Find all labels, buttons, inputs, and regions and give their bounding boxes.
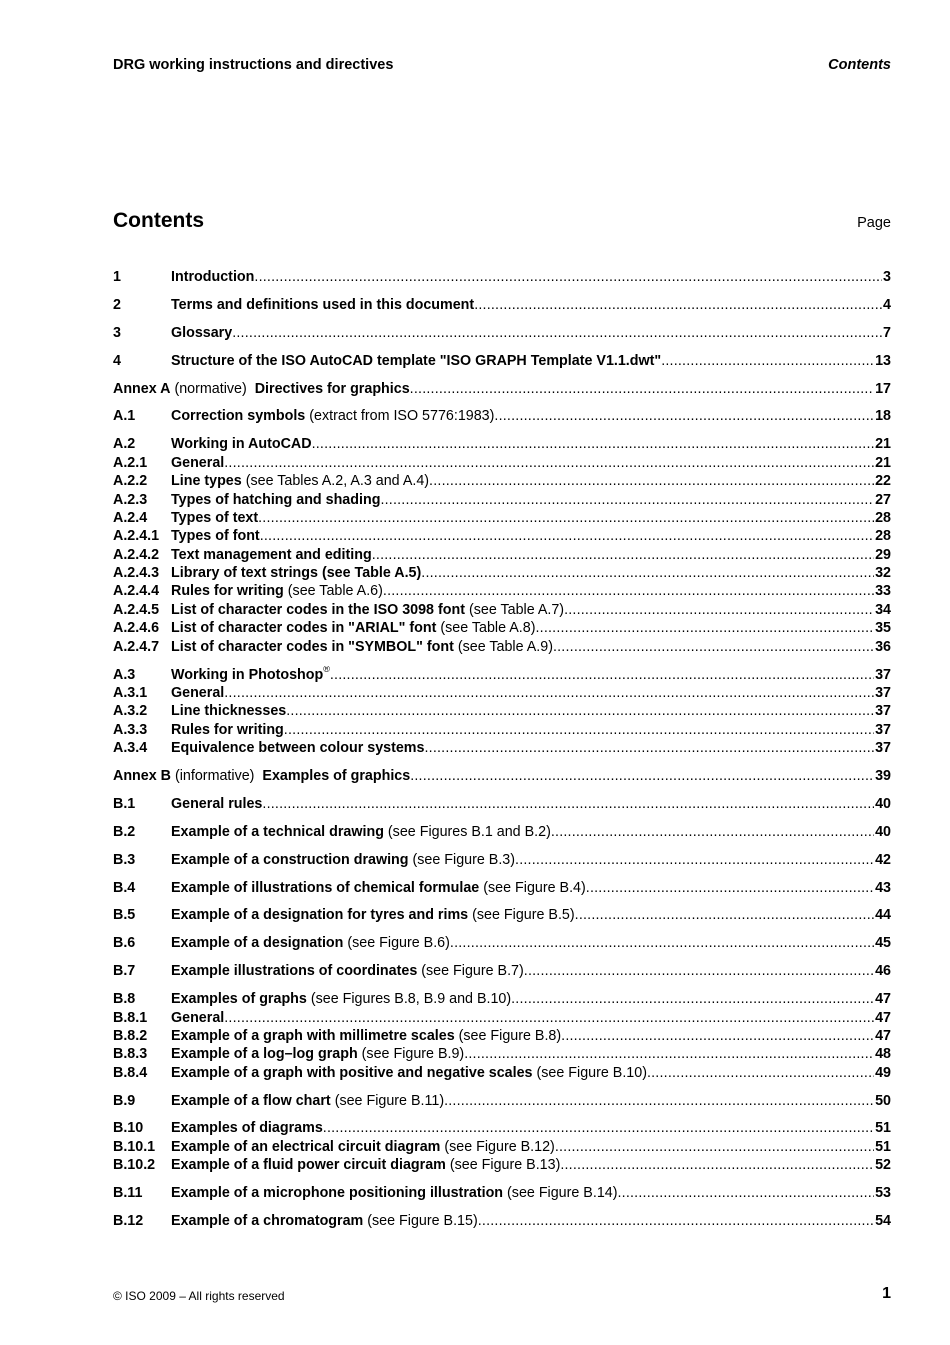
toc-entry[interactable] (113, 352, 891, 370)
toc-entry-number: Annex B (113, 767, 171, 784)
toc-entry-reference: (see Figures B.8, B.9 and B.10) (310, 991, 512, 1008)
toc-entry-number: A.2.4.1 (113, 528, 160, 545)
toc-entry[interactable] (113, 684, 891, 702)
dot-leader (410, 767, 874, 785)
toc-entry-page: 51 (875, 1120, 891, 1137)
toc-entry-title (171, 407, 494, 425)
toc-entry[interactable] (113, 601, 891, 619)
toc-entry[interactable] (113, 407, 891, 425)
toc-entry-title (171, 934, 450, 952)
toc-entry-page: 40 (875, 795, 891, 812)
toc-entry-reference: (see Figures B.1 and B.2) (387, 823, 551, 840)
toc-entry[interactable] (113, 1027, 891, 1045)
toc-entry-page: 18 (875, 408, 891, 425)
toc-entry[interactable] (113, 564, 891, 582)
toc-entry-number: B.8.4 (113, 1064, 148, 1081)
toc-entry[interactable] (113, 1212, 891, 1230)
toc-entry[interactable] (113, 491, 891, 509)
toc-entry-title-text: Examples of graphics (262, 767, 411, 784)
toc-entry-title-text: Rules for writing (171, 721, 284, 738)
toc-entry-number: A.2 (113, 436, 136, 453)
toc-entry-title (171, 638, 553, 656)
toc-entry-reference: (see Figure B.7) (421, 963, 524, 980)
running-header-section: Contents (828, 57, 891, 73)
dot-leader (464, 1045, 874, 1063)
toc-entry-title (171, 721, 284, 739)
toc-entry-page: 49 (875, 1064, 891, 1081)
toc-entry-page: 42 (875, 851, 891, 868)
toc-entry-page: 53 (875, 1185, 891, 1202)
toc-entry-reference: (see Figure B.14) (507, 1185, 618, 1202)
dot-leader (312, 435, 875, 453)
toc-entry-title-text: Example of a chromatogram (171, 1213, 364, 1230)
toc-entry-title (171, 684, 224, 702)
dot-leader (262, 795, 874, 813)
toc-entry-reference: (see Table A.7) (468, 601, 565, 618)
toc-entry[interactable] (113, 767, 891, 785)
toc-entry[interactable] (113, 527, 891, 545)
toc-entry[interactable] (113, 906, 891, 924)
dot-leader (450, 934, 874, 952)
toc-entry-title-text: Working in Photoshop (171, 666, 324, 683)
toc-entry-reference: (see Figure B.4) (483, 879, 586, 896)
toc-entry-reference: (extract from ISO 5776:1983) (309, 408, 495, 425)
toc-entry-page: 36 (875, 638, 891, 655)
toc-entry-number: B.8 (113, 991, 136, 1008)
toc-entry-number: A.2.4.7 (113, 638, 160, 655)
toc-entry-page: 39 (875, 767, 891, 784)
toc-entry-page: 44 (875, 907, 891, 924)
dot-leader (560, 1156, 874, 1174)
toc-entry-title (171, 582, 383, 600)
toc-entry-title (171, 268, 254, 286)
toc-entry-page: 52 (875, 1157, 891, 1174)
toc-annex-note: (informative) (175, 767, 255, 784)
toc-entry-number: B.2 (113, 823, 136, 840)
toc-entry-reference: (see Figure B.9) (361, 1046, 465, 1063)
toc-entry-title-text: Example of a fluid power circuit diagram (171, 1157, 446, 1174)
toc-entry-page: 21 (875, 454, 891, 471)
dot-leader (511, 990, 874, 1008)
toc-entry-page: 17 (875, 380, 891, 397)
toc-entry[interactable] (113, 638, 891, 656)
toc-entry-number: A.2.4.5 (113, 601, 160, 618)
toc-entry-title-text: Correction symbols (171, 408, 306, 425)
toc-entry-page: 28 (875, 509, 891, 526)
toc-entry-page: 3 (883, 269, 891, 285)
toc-entry-title (171, 1212, 478, 1230)
toc-entry-title-text: List of character codes in "SYMBOL" font (171, 638, 454, 655)
toc-entry-number: A.1 (113, 408, 136, 425)
toc-entry-title-text: Terms and definitions used in this document (171, 296, 475, 313)
toc-entry-reference: (see Figure B.12) (444, 1138, 555, 1155)
toc-entry-title (171, 1009, 224, 1027)
toc-entry-title-text: Directives for graphics (254, 380, 410, 397)
toc-entry-reference: (see Table A.9) (457, 638, 553, 655)
dot-leader (429, 472, 874, 490)
toc-entry-number: A.2.1 (113, 454, 148, 471)
dot-leader (474, 296, 882, 314)
toc-entry-title-text: Examples of graphs (171, 991, 307, 1008)
toc-entry[interactable] (113, 546, 891, 564)
toc-entry-title-text: Example illustrations of coordinates (171, 963, 418, 980)
toc-entry[interactable] (113, 380, 891, 398)
toc-entry-page: 4 (883, 296, 891, 313)
toc-entry-page: 37 (875, 684, 891, 701)
toc-entry-page: 48 (875, 1046, 891, 1063)
toc-entry-reference: (see Figure B.11) (334, 1092, 445, 1109)
toc-entry-title (170, 380, 409, 398)
toc-entry-title (171, 1045, 464, 1063)
toc-entry-page: 7 (883, 324, 891, 341)
toc-entry[interactable] (113, 1092, 891, 1110)
table-of-contents (113, 268, 891, 1230)
toc-entry-number: A.3 (113, 666, 136, 683)
toc-entry[interactable] (113, 1064, 891, 1082)
toc-entry-number: 3 (113, 324, 121, 341)
toc-entry-title-text: List of character codes in "ARIAL" font (171, 620, 437, 637)
toc-entry-number: B.3 (113, 851, 136, 868)
toc-entry-title (171, 601, 564, 619)
toc-entry-title-text: Example of a graph with millimetre scales (171, 1027, 455, 1044)
toc-entry-number: B.12 (113, 1213, 144, 1230)
dot-leader (284, 721, 874, 739)
dot-leader (647, 1064, 874, 1082)
dot-leader (383, 582, 874, 600)
toc-entry-number: 1 (113, 269, 121, 285)
toc-entry-title (171, 546, 372, 564)
toc-entry-number: B.8.1 (113, 1009, 148, 1026)
toc-entry-title-text: Example of a designation for tyres and rims (171, 907, 469, 924)
toc-entry-number: A.2.4.3 (113, 565, 160, 582)
toc-entry-title-text: Working in AutoCAD (171, 436, 312, 453)
dot-leader (561, 1027, 874, 1045)
toc-entry-number: A.3.3 (113, 721, 148, 738)
dot-leader (254, 268, 882, 286)
toc-entry-number: B.5 (113, 907, 136, 924)
toc-entry-title (171, 1092, 444, 1110)
toc-entry-title-text: Introduction (171, 269, 255, 285)
toc-entry-title-text: List of character codes in the ISO 3098 font (171, 601, 465, 618)
toc-entry[interactable] (113, 739, 891, 757)
toc-entry-title (171, 767, 410, 785)
toc-entry-title-text: General (171, 684, 225, 701)
toc-entry-title (171, 1156, 560, 1174)
toc-entry[interactable] (113, 509, 891, 527)
toc-entry-reference: (see Figure B.13) (449, 1157, 561, 1174)
toc-entry-title (171, 1119, 323, 1137)
toc-entry-title-text: Examples of diagrams (171, 1120, 323, 1137)
toc-entry-title (171, 879, 586, 897)
toc-entry-title (171, 666, 330, 684)
toc-entry-title-text: Example of illustrations of chemical formulae (171, 879, 480, 896)
dot-leader (617, 1184, 874, 1202)
toc-entry-page: 33 (875, 583, 891, 600)
toc-entry-title-text: Line types (171, 473, 242, 490)
toc-entry[interactable] (113, 721, 891, 739)
toc-entry-title (171, 1064, 647, 1082)
toc-entry-number: 2 (113, 296, 121, 313)
toc-entry-number: B.10.1 (113, 1138, 156, 1155)
toc-entry-page: 47 (875, 991, 891, 1008)
dot-leader (444, 1092, 874, 1110)
toc-entry[interactable] (113, 990, 891, 1008)
toc-entry-number: A.2.4 (113, 509, 148, 526)
toc-entry-number: B.7 (113, 963, 136, 980)
toc-entry-number: A.3.2 (113, 703, 148, 720)
toc-entry-page: 50 (875, 1092, 891, 1109)
toc-entry-number: B.10 (113, 1120, 144, 1137)
toc-entry[interactable] (113, 1184, 891, 1202)
toc-entry-page: 34 (875, 601, 891, 618)
dot-leader (224, 454, 874, 472)
dot-leader (478, 1212, 874, 1230)
toc-entry-title-text: Types of text (171, 509, 259, 526)
toc-entry-page: 27 (875, 491, 891, 508)
toc-entry-title (171, 472, 429, 490)
toc-entry[interactable] (113, 582, 891, 600)
toc-entry[interactable] (113, 1045, 891, 1063)
toc-entry-reference: (see Figure B.15) (367, 1213, 478, 1230)
toc-entry-number: A.3.1 (113, 684, 148, 701)
toc-entry[interactable] (113, 454, 891, 472)
toc-entry-title-text: Types of hatching and shading (171, 491, 381, 508)
dot-leader (553, 638, 874, 656)
toc-entry-title-text: Example of a log–log graph (171, 1046, 358, 1063)
toc-entry-page: 43 (875, 879, 891, 896)
toc-entry-title-text: Library of text strings (see Table A.5) (171, 565, 422, 582)
toc-entry-title (171, 851, 515, 869)
toc-entry-title (171, 352, 661, 370)
toc-entry-page: 37 (875, 703, 891, 720)
toc-entry-number: A.2.3 (113, 491, 148, 508)
toc-entry-title-text: Equivalence between colour systems (171, 740, 425, 757)
toc-entry-title-text: Rules for writing (171, 583, 284, 600)
toc-entry-number: B.1 (113, 795, 136, 812)
toc-entry-number: A.2.4.2 (113, 546, 160, 563)
toc-entry-title-text: General rules (171, 795, 263, 812)
toc-entry-number: B.9 (113, 1092, 136, 1109)
dot-leader (232, 324, 882, 342)
toc-entry[interactable] (113, 472, 891, 490)
toc-entry-page: 21 (875, 436, 891, 453)
toc-entry-title (171, 1138, 555, 1156)
toc-entry[interactable] (113, 324, 891, 342)
toc-annex-note: (normative) (174, 380, 247, 397)
toc-entry[interactable] (113, 702, 891, 720)
dot-leader (323, 1119, 874, 1137)
toc-entry[interactable] (113, 851, 891, 869)
toc-entry-number: B.10.2 (113, 1157, 156, 1174)
toc-entry-page: 54 (875, 1213, 891, 1230)
toc-entry-reference: (see Table A.6) (287, 583, 383, 600)
toc-entry-title-text: Example of a flow chart (171, 1092, 331, 1109)
toc-entry[interactable] (113, 666, 891, 684)
page-number: 1 (882, 1285, 891, 1302)
toc-entry-reference: (see Figure B.10) (536, 1064, 647, 1081)
dot-leader (555, 1138, 874, 1156)
toc-entry-title (171, 962, 524, 980)
page-title: Contents (113, 209, 204, 232)
toc-entry-reference: (see Figure B.5) (472, 907, 575, 924)
toc-entry[interactable] (113, 296, 891, 314)
registered-mark: ® (323, 665, 330, 674)
toc-entry-title-text: Structure of the ISO AutoCAD template "ISO GRAPH Template V1.1.dwt" (171, 352, 662, 369)
toc-entry-page: 13 (875, 352, 891, 369)
toc-entry-number: A.2.4.4 (113, 583, 160, 600)
toc-entry-page: 51 (875, 1138, 891, 1155)
toc-entry-reference: (see Tables A.2, A.3 and A.4) (245, 473, 430, 490)
toc-entry-title (171, 324, 232, 342)
toc-entry-number: Annex A (113, 380, 171, 397)
toc-entry[interactable] (113, 1009, 891, 1027)
toc-entry-title-text: Example of a microphone positioning illustration (171, 1185, 504, 1202)
dot-leader (661, 352, 874, 370)
toc-entry-number: B.11 (113, 1185, 143, 1202)
toc-entry[interactable] (113, 619, 891, 637)
toc-entry-title (171, 509, 258, 527)
page-column-label: Page (857, 215, 891, 231)
toc-entry-title (171, 906, 575, 924)
dot-leader (421, 564, 874, 582)
toc-entry-title (171, 1184, 617, 1202)
toc-entry-title (171, 990, 511, 1008)
toc-entry-title-text: Text management and editing (171, 546, 372, 563)
dot-leader (286, 702, 874, 720)
toc-entry[interactable] (113, 1138, 891, 1156)
dot-leader (551, 823, 874, 841)
dot-leader (260, 527, 874, 545)
toc-entry-page: 29 (875, 546, 891, 563)
dot-leader (258, 509, 874, 527)
toc-entry-reference: (see Figure B.3) (412, 851, 516, 868)
dot-leader (524, 962, 874, 980)
toc-entry-page: 37 (875, 666, 891, 683)
toc-entry-page: 40 (875, 823, 891, 840)
dot-leader (535, 619, 874, 637)
toc-entry-title (171, 702, 286, 720)
toc-entry-title-text: Glossary (171, 324, 233, 341)
toc-entry-page: 45 (875, 935, 891, 952)
dot-leader (575, 906, 874, 924)
toc-entry-title-text: Example of a construction drawing (171, 851, 409, 868)
toc-entry-page: 37 (875, 721, 891, 738)
dot-leader (424, 739, 874, 757)
toc-entry[interactable] (113, 795, 891, 813)
dot-leader (494, 407, 874, 425)
toc-entry-title (171, 491, 380, 509)
toc-entry-number: A.2.4.6 (113, 620, 160, 637)
toc-entry-title (171, 795, 262, 813)
toc-entry-title (171, 1027, 561, 1045)
toc-entry-title (171, 739, 424, 757)
copyright-notice: © ISO 2009 – All rights reserved (113, 1289, 285, 1303)
toc-entry-title (171, 564, 421, 582)
toc-entry-page: 28 (875, 528, 891, 545)
toc-entry-title-text: Example of an electrical circuit diagram (171, 1138, 441, 1155)
toc-entry[interactable] (113, 1119, 891, 1137)
running-header-title: DRG working instructions and directives (113, 57, 394, 73)
toc-entry-title-text: Line thicknesses (171, 703, 287, 720)
toc-entry-page: 47 (875, 1009, 891, 1026)
toc-entry[interactable] (113, 435, 891, 453)
toc-entry[interactable] (113, 879, 891, 897)
dot-leader (224, 684, 874, 702)
toc-entry-reference: (see Figure B.6) (347, 935, 450, 952)
toc-entry-page: 37 (875, 740, 891, 757)
toc-entry-title (171, 454, 224, 472)
toc-entry-page: 35 (875, 620, 891, 637)
toc-entry-title-text: General (171, 454, 225, 471)
dot-leader (410, 380, 874, 398)
toc-entry-page: 46 (875, 963, 891, 980)
toc-entry-title (171, 619, 535, 637)
dot-leader (372, 546, 874, 564)
toc-entry-reference: (see Table A.8) (440, 620, 536, 637)
dot-leader (380, 491, 874, 509)
toc-entry-page: 32 (875, 565, 891, 582)
dot-leader (564, 601, 874, 619)
toc-entry-number: B.8.3 (113, 1046, 148, 1063)
toc-entry[interactable] (113, 1156, 891, 1174)
toc-entry-number: B.8.2 (113, 1027, 148, 1044)
toc-entry-title (171, 296, 474, 314)
toc-entry-title-text: Example of a technical drawing (171, 823, 384, 840)
toc-entry[interactable] (113, 934, 891, 952)
toc-entry-number: A.2.2 (113, 473, 148, 490)
toc-entry-page: 22 (875, 473, 891, 490)
toc-entry-title (171, 823, 551, 841)
toc-entry-title-text: Example of a designation (171, 935, 344, 952)
dot-leader (515, 851, 874, 869)
toc-entry-reference: (see Figure B.8) (458, 1027, 562, 1044)
toc-entry-page: 47 (875, 1027, 891, 1044)
toc-entry[interactable] (113, 962, 891, 980)
toc-entry-title (171, 527, 260, 545)
dot-leader (330, 666, 874, 684)
toc-entry-number: B.6 (113, 935, 136, 952)
toc-entry-number: 4 (113, 352, 121, 369)
toc-entry-title-text: General (171, 1009, 225, 1026)
toc-entry-number: A.3.4 (113, 740, 148, 757)
toc-entry[interactable] (113, 823, 891, 841)
toc-entry-title-text: Types of font (171, 528, 260, 545)
dot-leader (586, 879, 874, 897)
toc-entry[interactable] (113, 268, 891, 286)
dot-leader (224, 1009, 874, 1027)
toc-entry-number: B.4 (113, 879, 136, 896)
toc-entry-title-text: Example of a graph with positive and negative scales (171, 1064, 533, 1081)
toc-entry-title (171, 435, 312, 453)
